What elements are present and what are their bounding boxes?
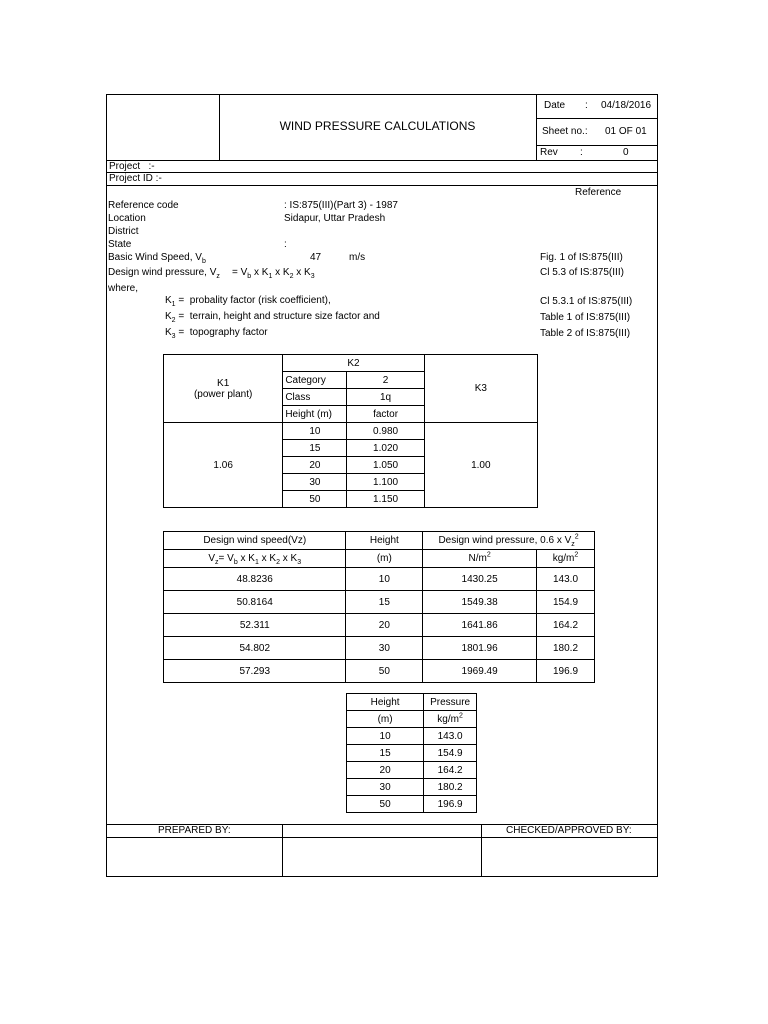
summary-height-header: Height (347, 694, 424, 711)
speed-formula: $V_z= V_b$ x $K_1$ x $K_2$ x $K_3$ (164, 550, 346, 568)
k3-value: 1.00 (424, 423, 537, 508)
k2-definition: $K_2$ = terrain, height and structure size factor and (165, 311, 380, 324)
speed-value: 48.8236 (164, 568, 346, 591)
height-label: Height (m) (283, 406, 347, 423)
summary-pressure-unit: $kg/m^2$ (424, 711, 477, 728)
height-value: 15 (346, 591, 423, 614)
checked-by-label: CHECKED/APPROVED BY: (506, 825, 632, 836)
table-row (347, 796, 477, 813)
speed-value: 57.293 (164, 660, 346, 683)
height-value: 50 (346, 660, 423, 683)
k2-factor: 1.100 (347, 474, 424, 491)
kgm2-value: 154.9 (537, 591, 595, 614)
factor-label: factor (347, 406, 424, 423)
project-id-label: Project ID :- (109, 173, 162, 184)
table-row (164, 423, 538, 440)
nm2-value: 1801.96 (423, 637, 537, 660)
k1-header-cell: K1 (power plant) (164, 355, 283, 423)
summary-table (346, 693, 477, 813)
summary-height: 30 (347, 779, 424, 796)
table-row (347, 745, 477, 762)
summary-pressure: 196.9 (424, 796, 477, 813)
summary-height: 10 (347, 728, 424, 745)
page-title: WIND PRESSURE CALCULATIONS (279, 119, 476, 133)
summary-pressure: 164.2 (424, 762, 477, 779)
table-row (164, 568, 595, 591)
summary-height: 15 (347, 745, 424, 762)
design-pressure-label: Design wind pressure, $V_z$ (108, 267, 220, 280)
k2-factor: 0.980 (347, 423, 424, 440)
unit-nm2: $N/m^2$ (423, 550, 537, 568)
height-value: 10 (346, 568, 423, 591)
rev-label: Rev (540, 147, 558, 158)
basic-wind-speed-unit: m/s (349, 252, 366, 263)
ref-k3: Table 2 of IS:875(III) (540, 328, 631, 339)
table-row (347, 728, 477, 745)
k1-definition: $K_1$ = probality factor (risk coefficient), (165, 295, 331, 308)
k2-height: 50 (283, 491, 347, 508)
summary-pressure: 154.9 (424, 745, 477, 762)
summary-height: 50 (347, 796, 424, 813)
class-label: Class (283, 389, 347, 406)
nm2-value: 1549.38 (423, 591, 537, 614)
state-label: State (108, 239, 132, 250)
unit-kgm2: $kg/m^2$ (537, 550, 595, 568)
summary-height: 20 (347, 762, 424, 779)
k3-definition: $K_3$ = topography factor (165, 327, 268, 340)
design-pressure-formula: = $V_b$ x $K_1$ x $K_2$ x $K_3$ (232, 267, 315, 280)
speed-value: 52.311 (164, 614, 346, 637)
pressure-header: Design wind pressure, 0.6 x $V_z^2$ (423, 532, 595, 550)
kgm2-value: 143.0 (537, 568, 595, 591)
reference-code-label: Reference code (108, 200, 179, 211)
reference-code-value: : IS:875(III)(Part 3) - 1987 (284, 200, 398, 211)
kgm2-value: 164.2 (537, 614, 595, 637)
ref-design-pressure: Cl 5.3 of IS:875(III) (540, 267, 624, 278)
rev-value: 0 (623, 147, 629, 158)
kgm2-value: 196.9 (537, 660, 595, 683)
category-value: 2 (347, 372, 424, 389)
class-value: 1q (347, 389, 424, 406)
kgm2-value: 180.2 (537, 637, 595, 660)
date-label: Date (544, 100, 566, 111)
basic-wind-speed-label: Basic Wind Speed, $V_b$ (108, 252, 206, 265)
basic-wind-speed-value: 47 (310, 252, 322, 263)
factor-table (163, 354, 538, 508)
k2-height: 20 (283, 457, 347, 474)
state-value: : (284, 239, 287, 250)
date-separator: : (585, 100, 588, 111)
k3-header: K3 (424, 355, 537, 423)
sheet-label: Sheet no.: (542, 126, 588, 137)
speed-value: 50.8164 (164, 591, 346, 614)
category-label: Category (283, 372, 347, 389)
k1-value: 1.06 (164, 423, 283, 508)
prepared-by-label: PREPARED BY: (158, 825, 231, 836)
table-row (164, 591, 595, 614)
summary-pressure: 143.0 (424, 728, 477, 745)
height-header: Height (346, 532, 423, 550)
ref-k1: Cl 5.3.1 of IS:875(III) (540, 296, 633, 307)
sheet-value: 01 OF 01 (605, 126, 647, 137)
k2-factor: 1.050 (347, 457, 424, 474)
k2-factor: 1.020 (347, 440, 424, 457)
location-value: Sidapur, Uttar Pradesh (284, 213, 386, 224)
district-label: District (108, 226, 139, 237)
table-row (164, 660, 595, 683)
height-value: 30 (346, 637, 423, 660)
k2-factor: 1.150 (347, 491, 424, 508)
ref-k2: Table 1 of IS:875(III) (540, 312, 631, 323)
k2-height: 30 (283, 474, 347, 491)
pressure-table (163, 531, 595, 683)
table-row (347, 762, 477, 779)
speed-header: Design wind speed(Vz) (164, 532, 346, 550)
reference-header: Reference (575, 187, 622, 198)
height-value: 20 (346, 614, 423, 637)
summary-pressure-header: Pressure (424, 694, 477, 711)
summary-height-unit: (m) (347, 711, 424, 728)
table-row (347, 779, 477, 796)
speed-value: 54.802 (164, 637, 346, 660)
table-row (164, 637, 595, 660)
ref-basic-wind-speed: Fig. 1 of IS:875(III) (540, 252, 623, 263)
k2-header: K2 (283, 355, 424, 372)
nm2-value: 1430.25 (423, 568, 537, 591)
where-label: where, (108, 283, 139, 294)
nm2-value: 1969.49 (423, 660, 537, 683)
location-label: Location (108, 213, 146, 224)
k2-height: 10 (283, 423, 347, 440)
table-row (164, 614, 595, 637)
height-unit: (m) (346, 550, 423, 568)
summary-pressure: 180.2 (424, 779, 477, 796)
k2-height: 15 (283, 440, 347, 457)
nm2-value: 1641.86 (423, 614, 537, 637)
date-value: 04/18/2016 (601, 100, 652, 111)
rev-separator: : (580, 147, 583, 158)
project-label: Project :- (109, 161, 155, 172)
